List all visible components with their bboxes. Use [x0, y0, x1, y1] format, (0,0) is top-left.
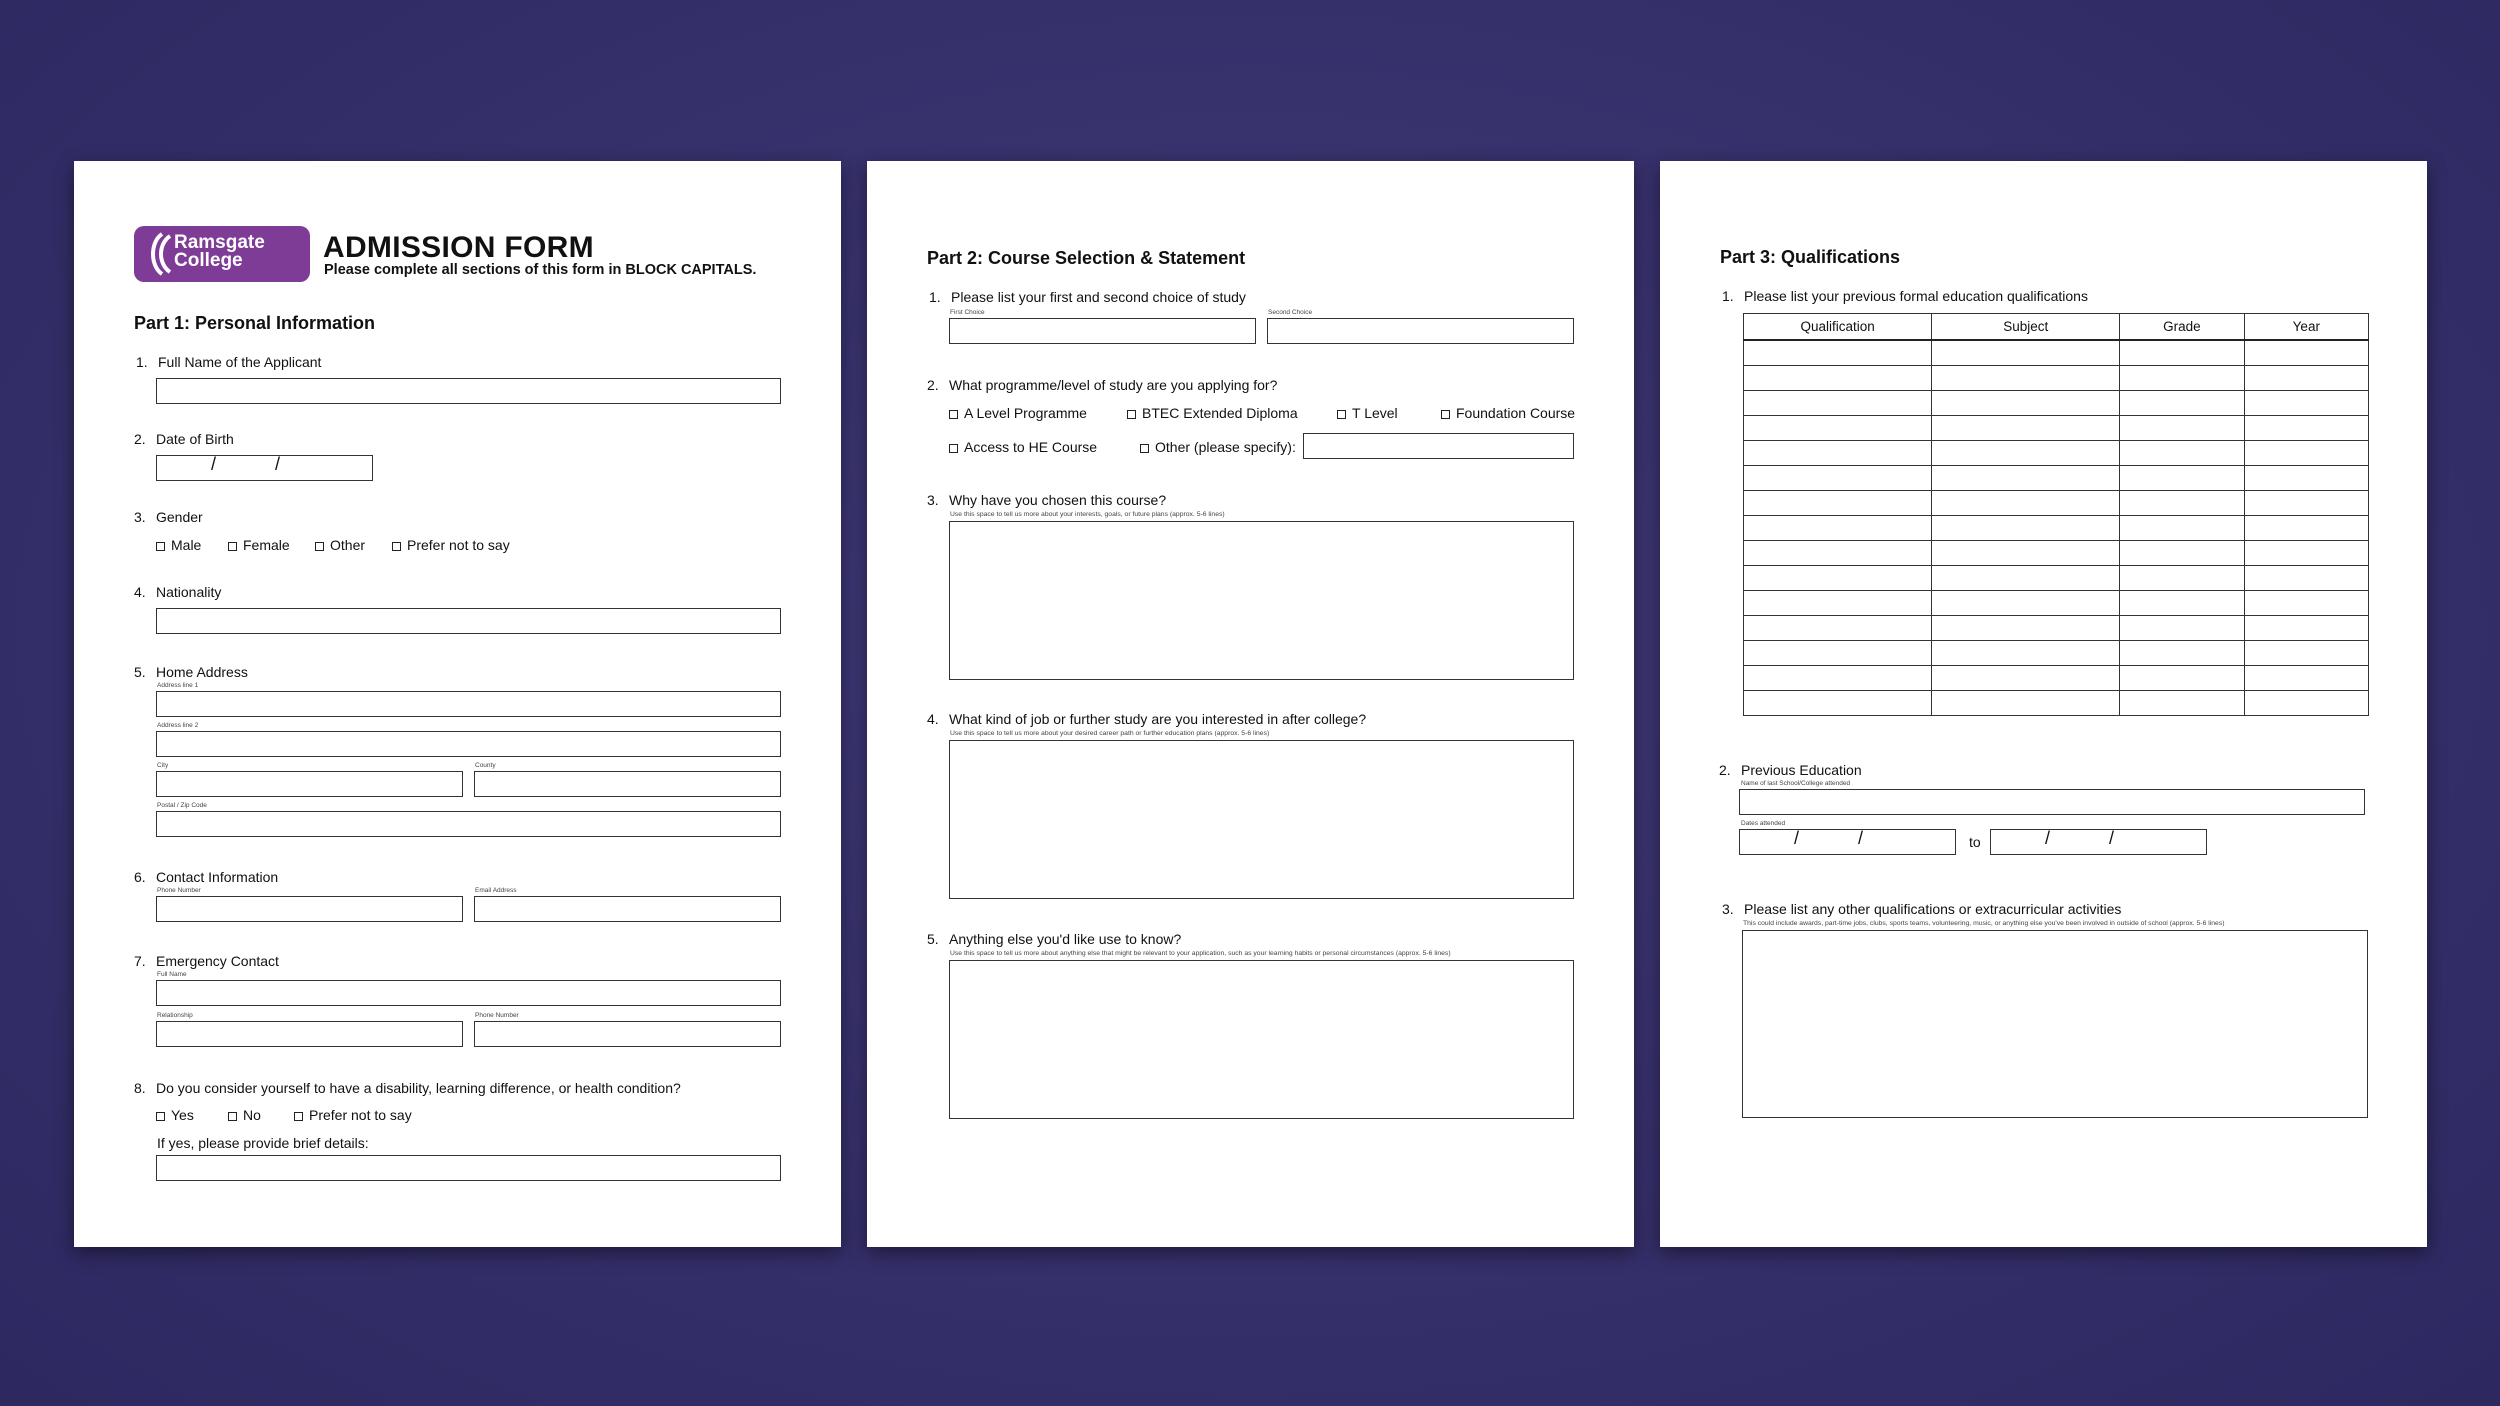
postcode-input[interactable]	[156, 811, 781, 837]
table-cell[interactable]	[2120, 641, 2244, 666]
question-number: 1.	[929, 289, 941, 305]
question-number: 4.	[927, 711, 939, 727]
checkbox-icon[interactable]	[1140, 444, 1149, 453]
column-header-qualification: Qualification	[1744, 314, 1932, 341]
option-label: No	[243, 1107, 261, 1123]
question-label: Home Address	[156, 664, 248, 680]
column-header-grade: Grade	[2120, 314, 2244, 341]
logo-line-2: College	[174, 250, 243, 271]
table-row	[1744, 591, 2369, 616]
question-number: 5.	[927, 931, 939, 947]
checkbox-icon[interactable]	[1127, 410, 1136, 419]
question-label: Please list your previous formal education qualifications	[1744, 288, 2088, 304]
gender-option-other[interactable]	[315, 537, 365, 553]
programme-option-foundation[interactable]	[1441, 405, 1575, 421]
disability-option-yes[interactable]	[156, 1107, 194, 1123]
table-header-row	[1744, 314, 2369, 341]
question-label: Please list any other qualifications or extracurricular activities	[1744, 901, 2122, 917]
city-label: City	[157, 762, 169, 769]
address-line-2-label: Address line 2	[157, 722, 199, 729]
question-number: 3.	[1722, 901, 1734, 917]
county-label: County	[475, 762, 496, 769]
checkbox-icon[interactable]	[315, 542, 324, 551]
phone-input[interactable]	[156, 896, 463, 922]
programme-option-a-level[interactable]	[949, 405, 1087, 421]
table-row	[1744, 666, 2369, 691]
table-cell[interactable]	[1932, 466, 2120, 491]
question-number: 2.	[134, 431, 146, 447]
option-label: Other (please specify):	[1155, 439, 1296, 455]
table-row	[1744, 391, 2369, 416]
option-label: A Level Programme	[964, 405, 1087, 421]
email-label: Email Address	[475, 887, 517, 894]
other-activities-textarea[interactable]	[1742, 930, 2368, 1118]
county-input[interactable]	[474, 771, 781, 797]
table-row	[1744, 541, 2369, 566]
qualifications-table-body	[1744, 340, 2369, 716]
table-cell[interactable]	[1744, 691, 1932, 716]
table-cell[interactable]	[1744, 491, 1932, 516]
date-from-input[interactable]	[1739, 829, 1956, 855]
future-plans-hint: Use this space to tell us more about your desired career path or further education plans (approx. 5-6 lines)	[950, 730, 1270, 737]
table-cell[interactable]	[2120, 340, 2244, 366]
table-cell[interactable]	[2244, 591, 2368, 616]
disability-option-no[interactable]	[228, 1107, 261, 1123]
column-header-year: Year	[2244, 314, 2368, 341]
why-course-hint: Use this space to tell us more about your interests, goals, or future plans (approx. 5-6 lines)	[950, 511, 1225, 518]
other-programme-input[interactable]	[1303, 433, 1574, 459]
gender-option-female[interactable]	[228, 537, 290, 553]
question-label: Please list your first and second choice of study	[951, 289, 1246, 305]
dates-attended-label: Dates attended	[1741, 820, 1786, 827]
table-cell[interactable]	[2244, 340, 2368, 366]
question-previous-education	[1719, 762, 1862, 778]
option-label: Yes	[171, 1107, 194, 1123]
question-number: 5.	[134, 664, 146, 680]
gender-option-male[interactable]	[156, 537, 201, 553]
address-line-1-input[interactable]	[156, 691, 781, 717]
table-cell[interactable]	[1932, 616, 2120, 641]
checkbox-icon[interactable]	[294, 1112, 303, 1121]
table-cell[interactable]	[2244, 366, 2368, 391]
option-label: Access to HE Course	[964, 439, 1098, 455]
details-label: If yes, please provide brief details:	[157, 1135, 369, 1151]
table-cell[interactable]	[1744, 391, 1932, 416]
form-title: ADMISSION FORM	[323, 231, 594, 264]
table-cell[interactable]	[2120, 616, 2244, 641]
question-programme-level	[927, 377, 1277, 393]
option-label: Other	[330, 537, 366, 553]
table-cell[interactable]	[1932, 591, 2120, 616]
question-date-of-birth	[134, 431, 234, 447]
logo-line-1: Ramsgate	[174, 232, 265, 253]
option-label: Prefer not to say	[407, 537, 510, 553]
date-range-to: to	[1969, 834, 1981, 850]
form-page-3	[1660, 161, 2427, 1247]
table-cell[interactable]	[2244, 466, 2368, 491]
date-of-birth-input[interactable]	[156, 455, 373, 481]
table-cell[interactable]	[2244, 691, 2368, 716]
question-nationality	[134, 584, 221, 600]
question-course-choices	[929, 289, 1246, 305]
relationship-label: Relationship	[157, 1012, 193, 1019]
disability-details-input[interactable]	[156, 1155, 781, 1181]
table-cell[interactable]	[2244, 391, 2368, 416]
school-label: Name of last School/College attended	[1741, 780, 1851, 787]
question-home-address	[134, 664, 248, 680]
table-cell[interactable]	[2244, 541, 2368, 566]
question-anything-else	[927, 931, 1181, 947]
table-cell[interactable]	[1744, 666, 1932, 691]
date-separator: /	[211, 454, 217, 474]
table-cell[interactable]	[2120, 591, 2244, 616]
programme-option-other[interactable]	[1140, 439, 1296, 455]
why-course-textarea[interactable]	[949, 521, 1574, 680]
table-cell[interactable]	[1932, 441, 2120, 466]
table-cell[interactable]	[2120, 516, 2244, 541]
table-cell[interactable]	[1932, 691, 2120, 716]
question-label: Anything else you'd like use to know?	[949, 931, 1182, 947]
qualifications-table	[1743, 313, 2369, 716]
anything-else-hint: Use this space to tell us more about anything else that might be relevant to your application, such as your learning habits or personal circumstances (approx. 5-6 lines)	[950, 950, 1451, 957]
question-gender	[134, 509, 203, 525]
question-label: Full Name of the Applicant	[158, 354, 322, 370]
question-number: 7.	[134, 953, 146, 969]
programme-option-btec[interactable]	[1127, 405, 1298, 421]
part-3-heading: Part 3: Qualifications	[1720, 247, 1901, 267]
table-cell[interactable]	[2120, 666, 2244, 691]
table-cell[interactable]	[1932, 391, 2120, 416]
question-label: What programme/level of study are you applying for?	[949, 377, 1278, 393]
date-separator: /	[2109, 828, 2115, 848]
option-label: T Level	[1352, 405, 1398, 421]
date-separator: /	[1858, 828, 1864, 848]
form-subtitle: Please complete all sections of this form in BLOCK CAPITALS.	[324, 262, 757, 278]
table-cell[interactable]	[1932, 666, 2120, 691]
table-row	[1744, 416, 2369, 441]
checkbox-icon[interactable]	[156, 542, 165, 551]
question-full-name	[136, 354, 321, 370]
date-separator: /	[1794, 828, 1800, 848]
logo-text	[174, 234, 265, 270]
school-name-input[interactable]	[1739, 789, 2365, 815]
option-label: Female	[243, 537, 290, 553]
checkbox-icon[interactable]	[949, 444, 958, 453]
table-cell[interactable]	[1932, 641, 2120, 666]
question-disability	[134, 1080, 681, 1096]
checkbox-icon[interactable]	[1441, 410, 1450, 419]
question-number: 6.	[134, 869, 146, 885]
relationship-input[interactable]	[156, 1021, 463, 1047]
anything-else-textarea[interactable]	[949, 960, 1574, 1119]
table-cell[interactable]	[1744, 616, 1932, 641]
option-label: BTEC Extended Diploma	[1142, 405, 1298, 421]
address-line-2-input[interactable]	[156, 731, 781, 757]
checkbox-icon[interactable]	[156, 1112, 165, 1121]
table-cell[interactable]	[1744, 466, 1932, 491]
question-label: Do you consider yourself to have a disability, learning difference, or health condition?	[156, 1080, 681, 1096]
table-row	[1744, 641, 2369, 666]
table-cell[interactable]	[2244, 441, 2368, 466]
table-cell[interactable]	[1744, 541, 1932, 566]
ramsgate-college-logo	[134, 226, 310, 282]
first-choice-label: First Choice	[950, 309, 985, 316]
question-label: Why have you chosen this course?	[949, 492, 1167, 508]
table-cell[interactable]	[1744, 641, 1932, 666]
date-separator: /	[275, 454, 281, 474]
disability-option-prefer-not[interactable]	[294, 1107, 412, 1123]
option-label: Prefer not to say	[309, 1107, 412, 1123]
table-cell[interactable]	[2120, 391, 2244, 416]
table-row	[1744, 466, 2369, 491]
table-cell[interactable]	[1744, 416, 1932, 441]
table-cell[interactable]	[2120, 416, 2244, 441]
table-row	[1744, 366, 2369, 391]
table-cell[interactable]	[1932, 416, 2120, 441]
table-row	[1744, 616, 2369, 641]
table-cell[interactable]	[1932, 541, 2120, 566]
table-row	[1744, 491, 2369, 516]
table-cell[interactable]	[1932, 491, 2120, 516]
table-cell[interactable]	[1744, 516, 1932, 541]
table-cell[interactable]	[1744, 441, 1932, 466]
table-cell[interactable]	[2244, 491, 2368, 516]
nationality-input[interactable]	[156, 608, 781, 634]
emergency-name-label: Full Name	[157, 971, 187, 978]
date-to-input[interactable]	[1990, 829, 2207, 855]
question-contact-info	[134, 869, 278, 885]
checkbox-icon[interactable]	[392, 542, 401, 551]
table-cell[interactable]	[1744, 591, 1932, 616]
option-label: Male	[171, 537, 202, 553]
form-page-1	[74, 161, 841, 1247]
postcode-label: Postal / Zip Code	[157, 802, 207, 809]
question-number: 3.	[927, 492, 939, 508]
part-2-heading: Part 2: Course Selection & Statement	[927, 248, 1246, 268]
column-header-subject: Subject	[1932, 314, 2120, 341]
table-cell[interactable]	[1932, 340, 2120, 366]
question-emergency-contact	[134, 953, 279, 969]
future-plans-textarea[interactable]	[949, 740, 1574, 899]
phone-label: Phone Number	[157, 887, 201, 894]
table-cell[interactable]	[2120, 566, 2244, 591]
first-choice-input[interactable]	[949, 318, 1256, 344]
question-label: Nationality	[156, 584, 222, 600]
table-cell[interactable]	[1932, 566, 2120, 591]
table-cell[interactable]	[1744, 366, 1932, 391]
table-cell[interactable]	[1744, 566, 1932, 591]
question-label: Gender	[156, 509, 203, 525]
table-cell[interactable]	[2120, 491, 2244, 516]
question-why-course	[927, 492, 1166, 508]
checkbox-icon[interactable]	[1337, 410, 1346, 419]
question-label: What kind of job or further study are you interested in after college?	[949, 711, 1367, 727]
question-label: Contact Information	[156, 869, 279, 885]
table-cell[interactable]	[2244, 666, 2368, 691]
question-label: Emergency Contact	[156, 953, 279, 969]
question-number: 1.	[1722, 288, 1734, 304]
table-cell[interactable]	[2244, 416, 2368, 441]
table-cell[interactable]	[2120, 366, 2244, 391]
question-label: Date of Birth	[156, 431, 234, 447]
question-future-plans	[927, 711, 1366, 727]
emergency-name-input[interactable]	[156, 980, 781, 1006]
table-cell[interactable]	[2120, 466, 2244, 491]
question-number: 2.	[1719, 762, 1731, 778]
question-qualifications	[1722, 288, 2088, 304]
table-row	[1744, 566, 2369, 591]
table-row	[1744, 691, 2369, 716]
table-row	[1744, 340, 2369, 366]
city-input[interactable]	[156, 771, 463, 797]
email-input[interactable]	[474, 896, 781, 922]
checkbox-icon[interactable]	[228, 542, 237, 551]
question-label: Previous Education	[1741, 762, 1862, 778]
table-cell[interactable]	[1744, 340, 1932, 366]
programme-option-access-he[interactable]	[949, 439, 1097, 455]
question-number: 3.	[134, 509, 146, 525]
question-number: 4.	[134, 584, 146, 600]
table-cell[interactable]	[2244, 566, 2368, 591]
question-number: 8.	[134, 1080, 146, 1096]
date-separator: /	[2045, 828, 2051, 848]
gender-option-prefer-not[interactable]	[392, 537, 510, 553]
table-row	[1744, 516, 2369, 541]
question-number: 2.	[927, 377, 939, 393]
question-other-activities	[1722, 901, 2121, 917]
programme-option-t-level[interactable]	[1337, 405, 1398, 421]
second-choice-label: Second Choice	[1268, 309, 1313, 316]
table-row	[1744, 441, 2369, 466]
table-cell[interactable]	[1932, 366, 2120, 391]
table-cell[interactable]	[2120, 441, 2244, 466]
full-name-input[interactable]	[156, 378, 781, 404]
table-cell[interactable]	[2244, 641, 2368, 666]
table-cell[interactable]	[2244, 516, 2368, 541]
other-activities-hint: This could include awards, part-time jobs, clubs, sports teams, volunteering, music, or anything else you've been involved in outside of school (approx. 5-6 lines)	[1743, 920, 2225, 927]
table-cell[interactable]	[2120, 541, 2244, 566]
form-page-2	[867, 161, 1634, 1247]
checkbox-icon[interactable]	[949, 410, 958, 419]
table-cell[interactable]	[1932, 516, 2120, 541]
question-number: 1.	[136, 354, 148, 370]
part-1-heading: Part 1: Personal Information	[134, 313, 376, 333]
option-label: Foundation Course	[1456, 405, 1576, 421]
table-cell[interactable]	[2244, 616, 2368, 641]
address-line-1-label: Address line 1	[157, 682, 199, 689]
second-choice-input[interactable]	[1267, 318, 1574, 344]
table-cell[interactable]	[2120, 691, 2244, 716]
emergency-phone-input[interactable]	[474, 1021, 781, 1047]
checkbox-icon[interactable]	[228, 1112, 237, 1121]
emergency-phone-label: Phone Number	[475, 1012, 519, 1019]
